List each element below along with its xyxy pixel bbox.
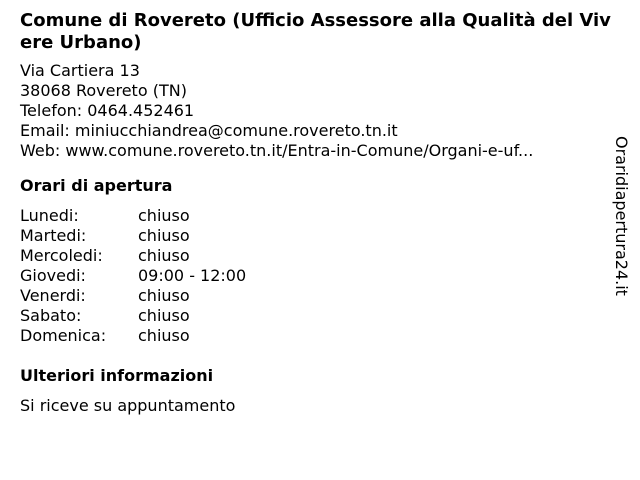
day-hours: chiuso bbox=[138, 226, 190, 245]
day-label: Venerdi: bbox=[20, 286, 86, 305]
day-label: Mercoledi: bbox=[20, 246, 103, 265]
website-link: Web: www.comune.rovereto.tn.it/Entra-in-Comune/Organi-e-uf... bbox=[20, 141, 534, 160]
hours-row-friday bbox=[20, 286, 616, 306]
opening-hours-table bbox=[20, 206, 616, 346]
email-address: Email: miniucchiandrea@comune.rovereto.tn.it bbox=[20, 121, 398, 140]
page-title: Comune di Rovereto (Ufficio Assessore alla Qualità del Vivere Urbano) bbox=[20, 10, 611, 53]
city-address: 38068 Rovereto (TN) bbox=[20, 81, 187, 100]
street-address: Via Cartiera 13 bbox=[20, 61, 140, 80]
day-hours: 09:00 - 12:00 bbox=[138, 266, 247, 285]
day-label: Giovedi: bbox=[20, 266, 86, 285]
business-card bbox=[20, 10, 616, 416]
hours-row-sunday bbox=[20, 326, 616, 346]
day-hours: chiuso bbox=[138, 286, 190, 305]
day-hours: chiuso bbox=[138, 206, 190, 225]
phone-number: Telefon: 0464.452461 bbox=[20, 101, 195, 120]
hours-row-wednesday bbox=[20, 246, 616, 266]
day-hours: chiuso bbox=[138, 326, 190, 345]
day-label: Sabato: bbox=[20, 306, 82, 325]
day-label: Domenica: bbox=[20, 326, 107, 345]
hours-row-tuesday bbox=[20, 226, 616, 246]
hours-heading: Orari di apertura bbox=[20, 176, 173, 195]
day-label: Martedi: bbox=[20, 226, 87, 245]
info-text: Si riceve su appuntamento bbox=[20, 396, 236, 415]
day-hours: chiuso bbox=[138, 306, 190, 325]
day-hours: chiuso bbox=[138, 246, 190, 265]
hours-row-monday bbox=[20, 206, 616, 226]
hours-row-saturday bbox=[20, 306, 616, 326]
site-watermark: Oraridiapertura24.it bbox=[612, 136, 631, 296]
info-heading: Ulteriori informazioni bbox=[20, 366, 214, 385]
day-label: Lunedi: bbox=[20, 206, 79, 225]
hours-row-thursday bbox=[20, 266, 616, 286]
address-block bbox=[20, 61, 616, 161]
